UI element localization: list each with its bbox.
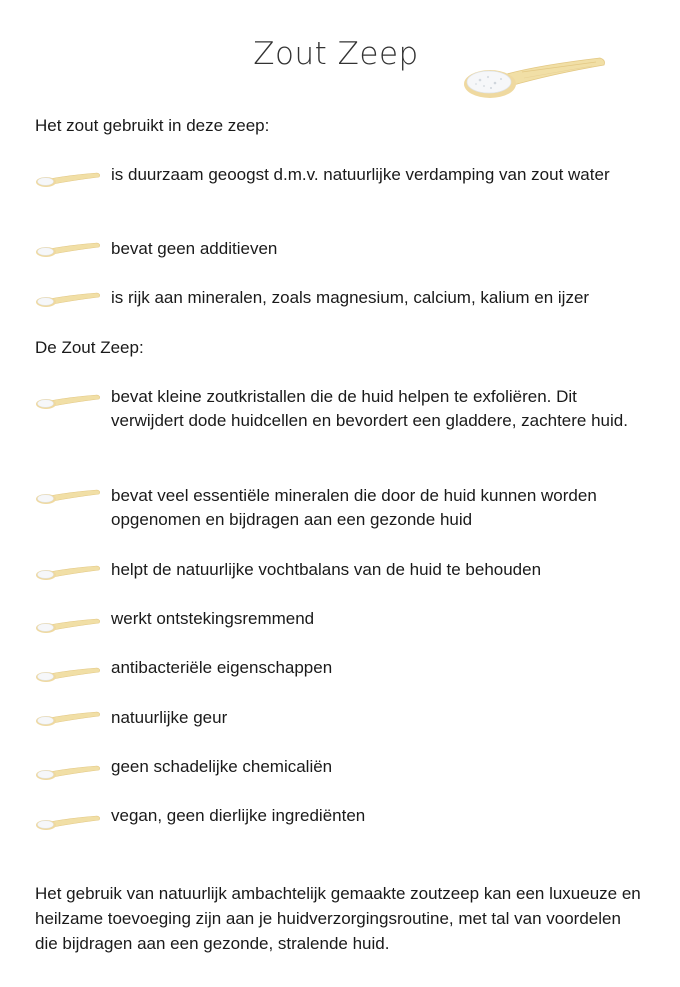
list-item-text: antibacteriële eigenschappen — [111, 658, 333, 677]
list-item-text: is duurzaam geoogst d.m.v. natuurlijke verdamping van zout water — [111, 165, 610, 184]
list-item-text: bevat geen additieven — [111, 239, 278, 258]
spoon-bullet-icon — [35, 391, 103, 413]
list-item-text: is rijk aan mineralen, zoals magnesium, calcium, kalium en ijzer — [111, 288, 590, 307]
spoon-bullet-icon — [35, 762, 103, 784]
spoon-bullet-icon — [35, 664, 103, 686]
list-item-text: werkt ontstekingsremmend — [111, 609, 315, 628]
list-item-text: bevat veel essentiële mineralen die door de huid kunnen worden opgenomen en bijdragen aan een gezonde huid — [111, 486, 597, 529]
page-title: Zout Zeep — [253, 36, 419, 72]
spoon-bullet-icon — [35, 239, 103, 261]
section-heading-salt: Het zout gebruikt in deze zeep: — [35, 116, 270, 135]
closing-paragraph: Het gebruik van natuurlijk ambachtelijk gemaakte zoutzeep kan een luxueuze en heilzame toevoeging zijn aan je huidverzorgingsroutine, met tal van voordelen die bijdragen aan een gezonde, stralende huid. — [35, 884, 641, 953]
section-heading-soap: De Zout Zeep: — [35, 338, 144, 357]
spoon-bullet-icon — [35, 562, 103, 584]
list-item-text: bevat kleine zoutkristallen die de huid helpen te exfoliëren. Dit verwijdert dode huidcellen en bevordert een gladdere, zachtere huid. — [111, 387, 628, 430]
spoon-bullet-icon — [35, 486, 103, 508]
spoon-bullet-icon — [35, 289, 103, 311]
list-item-text: natuurlijke geur — [111, 708, 228, 727]
spoon-bullet-icon — [35, 708, 103, 730]
salt-spoon-icon — [462, 52, 608, 102]
list-item-text: vegan, geen dierlijke ingrediënten — [111, 806, 366, 825]
list-item-text: geen schadelijke chemicaliën — [111, 757, 333, 776]
spoon-bullet-icon — [35, 812, 103, 834]
spoon-bullet-icon — [35, 169, 103, 191]
spoon-bullet-icon — [35, 615, 103, 637]
list-item-text: helpt de natuurlijke vochtbalans van de huid te behouden — [111, 560, 542, 579]
